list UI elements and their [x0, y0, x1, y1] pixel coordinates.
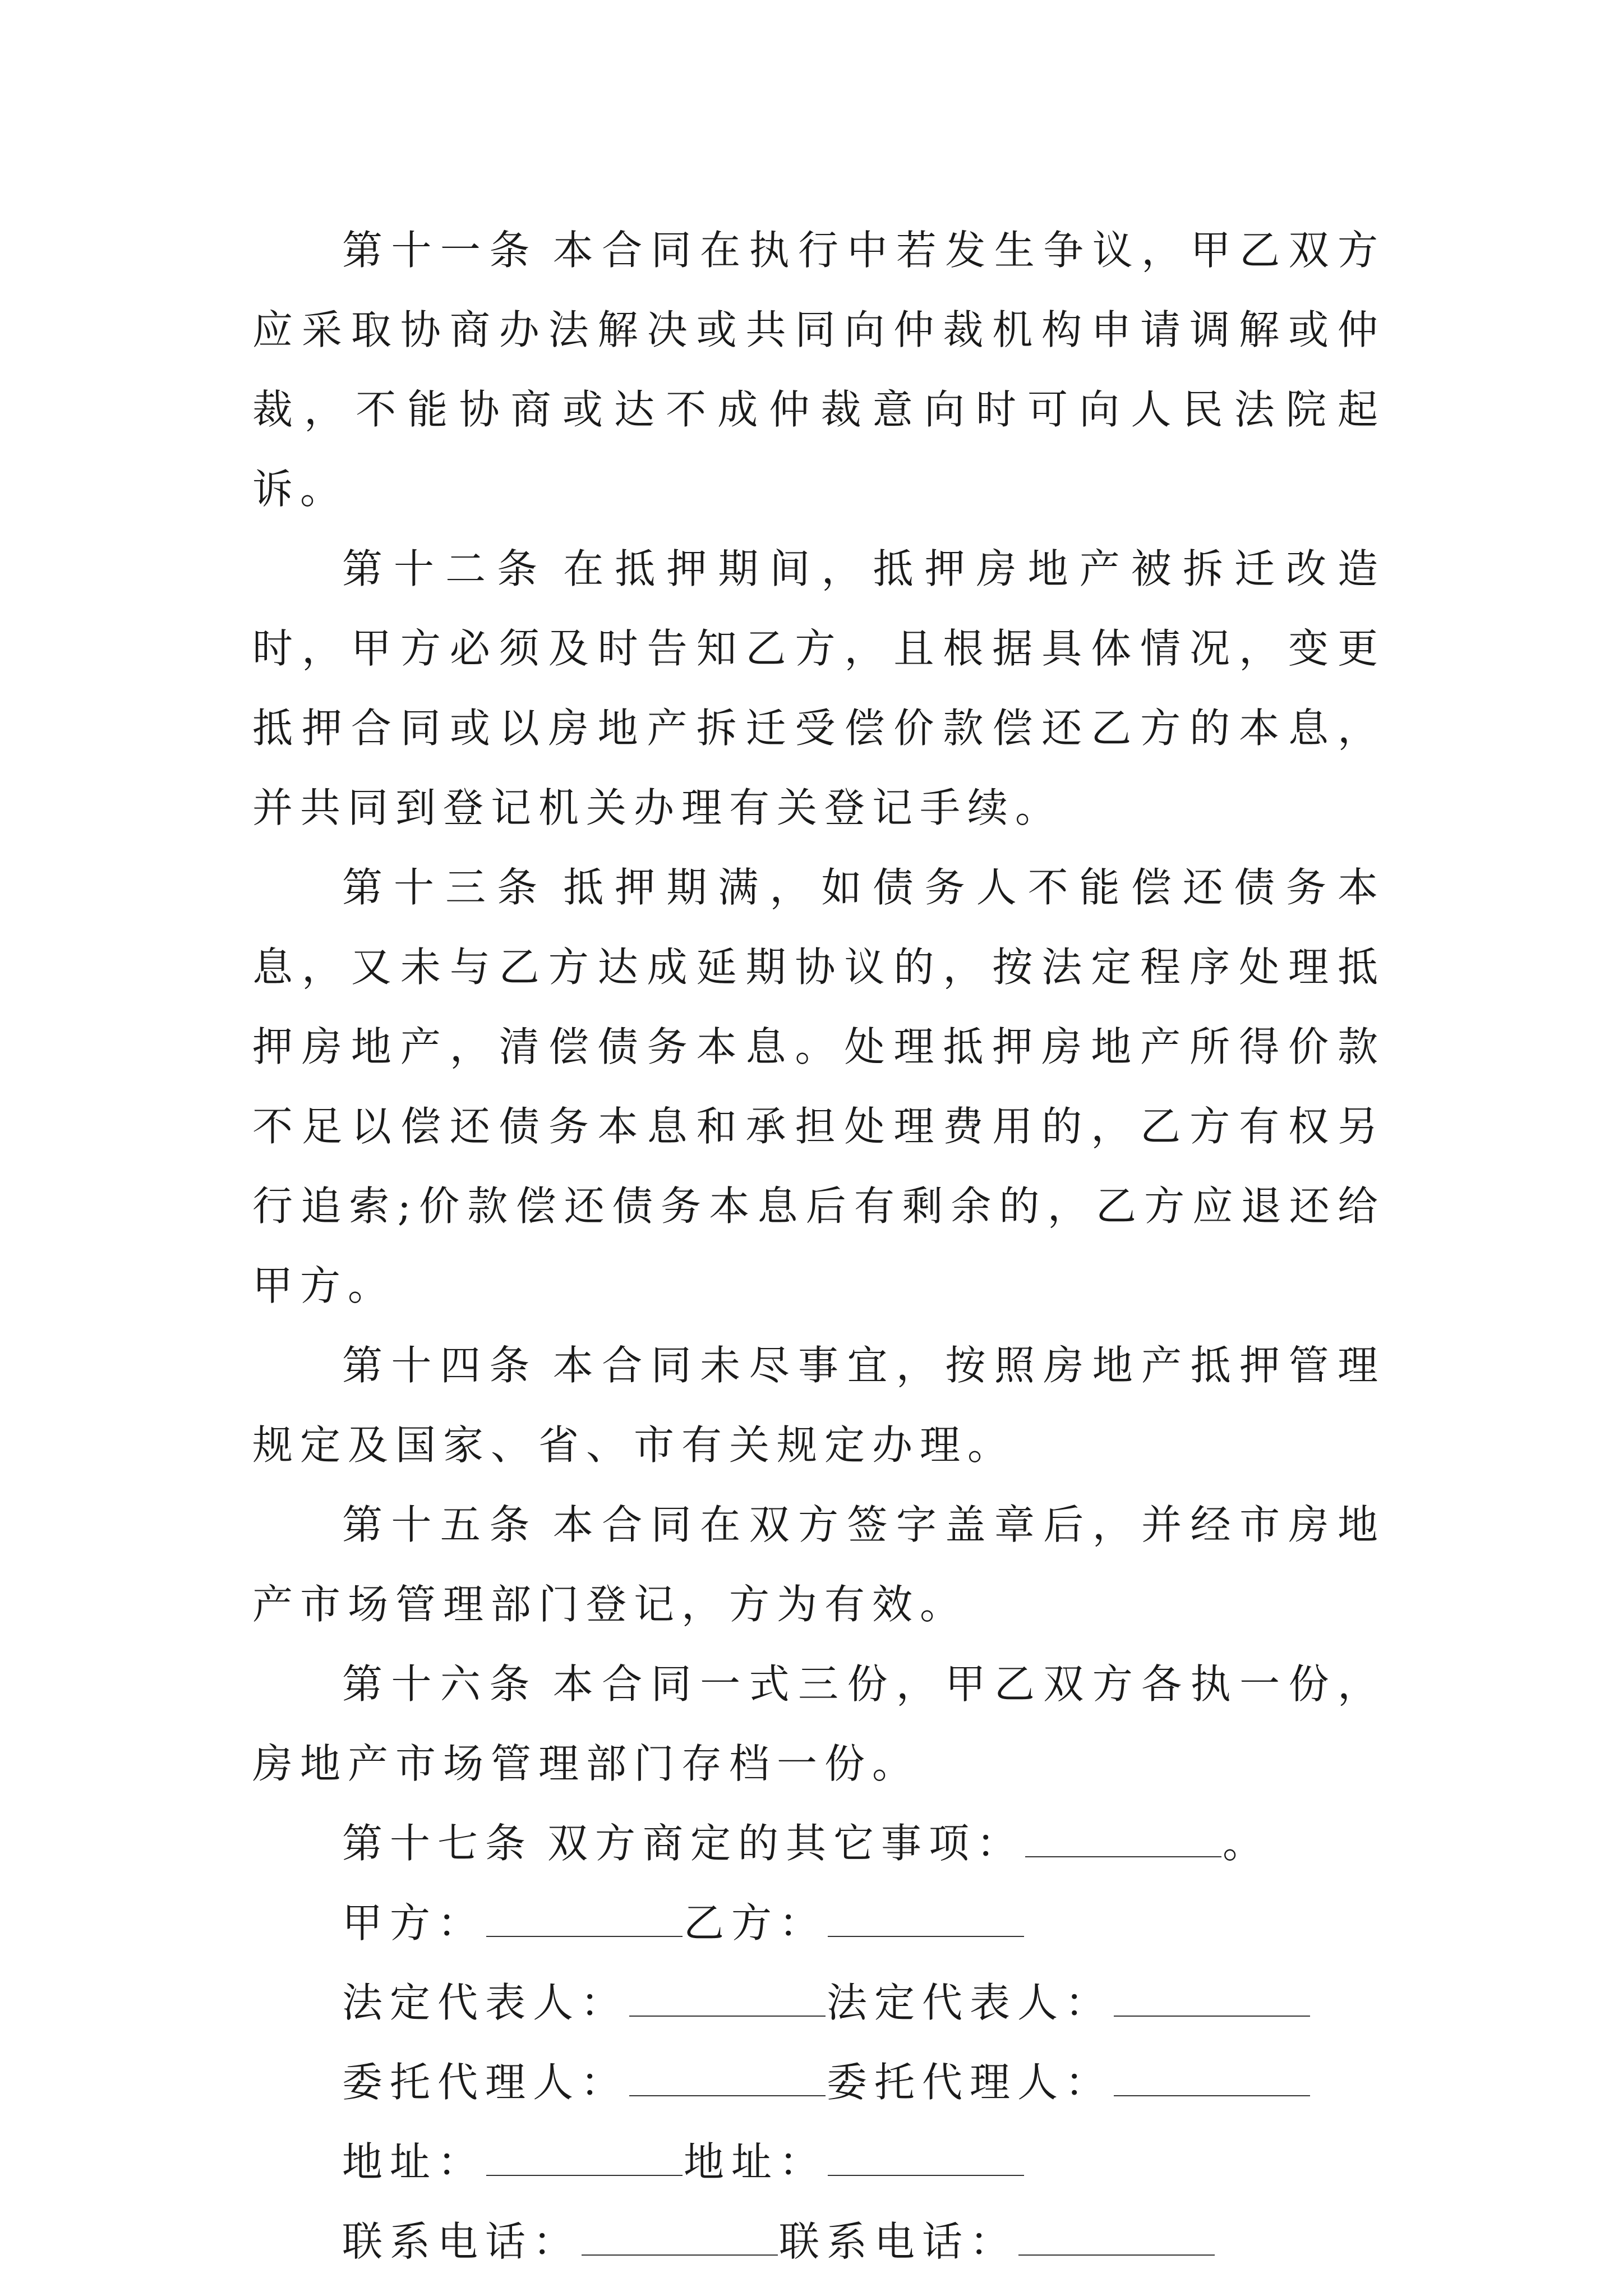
article-end-mark: 。 — [1223, 1820, 1271, 1867]
address-b-label: 地址： — [684, 2138, 827, 2185]
article-text: 本合同在双方签字盖章后，并经市房地产市场管理部门登记，方为有效。 — [252, 1501, 1385, 1628]
article-14 — [252, 1326, 1385, 1485]
article-17 — [252, 1803, 1385, 1883]
phone-a-blank[interactable] — [582, 2221, 778, 2256]
article-13 — [252, 848, 1385, 1326]
address-a-label: 地址： — [342, 2138, 486, 2185]
article-text: 抵押期满，如债务人不能偿还债务本息，又未与乙方达成延期协议的，按法定程序处理抵押房地产，清偿债务本息。处理抵押房地产所得价款不足以偿还债务本息和承担处理费用的，乙方有权另行追索;价款偿还债务本息后有剩余的，乙方应退还给甲方。 — [252, 864, 1385, 1309]
article-text: 本合同在执行中若发生争议，甲乙双方应采取协商办法解决或共同向仲裁机构申请调解或仲裁，不能协商或达不成仲裁意向时可向人民法院起诉。 — [252, 227, 1385, 513]
article-11 — [252, 210, 1385, 529]
phone-b-label: 联系电话： — [779, 2218, 1018, 2265]
agent-b-label: 委托代理人： — [827, 2059, 1113, 2106]
address-b-blank[interactable] — [828, 2141, 1024, 2176]
phone-a-label: 联系电话： — [342, 2218, 581, 2265]
article-number: 第十三条 — [342, 864, 549, 911]
legal-rep-b-label: 法定代表人： — [827, 1979, 1113, 2026]
agent-a-label: 委托代理人： — [342, 2059, 629, 2106]
contract-body — [252, 210, 1385, 2281]
article-number: 第十二条 — [342, 545, 549, 592]
article-text: 本合同未尽事宜，按照房地产抵押管理规定及国家、省、市有关规定办理。 — [252, 1342, 1385, 1469]
article-number: 第十七条 — [342, 1820, 533, 1867]
article-number: 第十六条 — [342, 1660, 538, 1708]
article-16 — [252, 1644, 1385, 1803]
article-text: 双方商定的其它事项： — [547, 1820, 1025, 1867]
article-number: 第十四条 — [342, 1342, 538, 1389]
party-b-blank[interactable] — [828, 1902, 1024, 1937]
article-number: 第十一条 — [342, 227, 538, 274]
article-12 — [252, 529, 1385, 848]
agent-row — [252, 2042, 1385, 2122]
other-matters-blank[interactable] — [1025, 1823, 1221, 1857]
party-a-blank[interactable] — [486, 1902, 683, 1937]
article-number: 第十五条 — [342, 1501, 538, 1548]
legal-rep-a-blank[interactable] — [629, 1982, 826, 2017]
party-a-label: 甲方： — [342, 1899, 486, 1947]
article-text: 本合同一式三份，甲乙双方各执一份，房地产市场管理部门存档一份。 — [252, 1660, 1385, 1787]
legal-rep-row — [252, 1963, 1385, 2042]
party-b-label: 乙方： — [684, 1899, 827, 1947]
agent-b-blank[interactable] — [1114, 2062, 1310, 2096]
party-row — [252, 1883, 1385, 1963]
legal-rep-b-blank[interactable] — [1114, 1982, 1310, 2017]
article-15 — [252, 1485, 1385, 1644]
address-a-blank[interactable] — [486, 2141, 683, 2176]
legal-rep-a-label: 法定代表人： — [342, 1979, 629, 2026]
address-row — [252, 2122, 1385, 2202]
article-text: 在抵押期间，抵押房地产被拆迁改造时，甲方必须及时告知乙方，且根据具体情况，变更抵押合同或以房地产拆迁受偿价款偿还乙方的本息，并共同到登记机关办理有关登记手续。 — [252, 545, 1385, 831]
phone-row — [252, 2202, 1385, 2281]
agent-a-blank[interactable] — [629, 2062, 826, 2096]
phone-b-blank[interactable] — [1018, 2221, 1215, 2256]
